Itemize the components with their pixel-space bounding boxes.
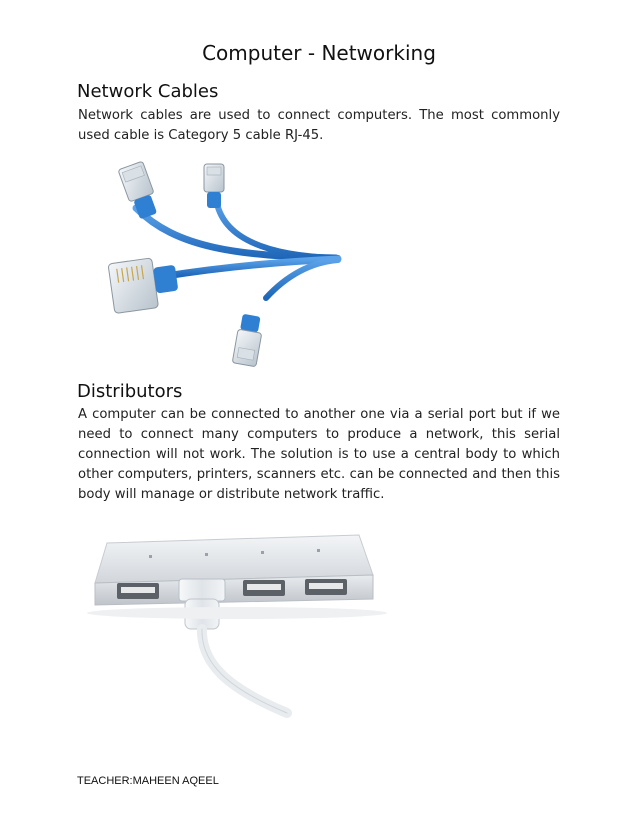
section-heading-distributors: Distributors (77, 381, 183, 402)
section-paragraph-network-cables: Network cables are used to connect computers. The most commonly used cable is Category 5 cable RJ-45. (78, 108, 560, 143)
network-cables-image (96, 158, 346, 370)
section-heading-network-cables: Network Cables (77, 81, 219, 102)
usb-hub-image (77, 513, 389, 719)
section-paragraph-distributors: A computer can be connected to another one via a serial port but if we need to connect many computers to produce a network, this serial connection will not work. The solution is to use a central body to which other computers, printers, scanners etc. can be connected and then this body will manage or distribute network traffic. (78, 407, 560, 502)
footer-teacher: TEACHER:MAHEEN AQEEL (77, 775, 219, 787)
page-title: Computer - Networking (202, 41, 436, 65)
